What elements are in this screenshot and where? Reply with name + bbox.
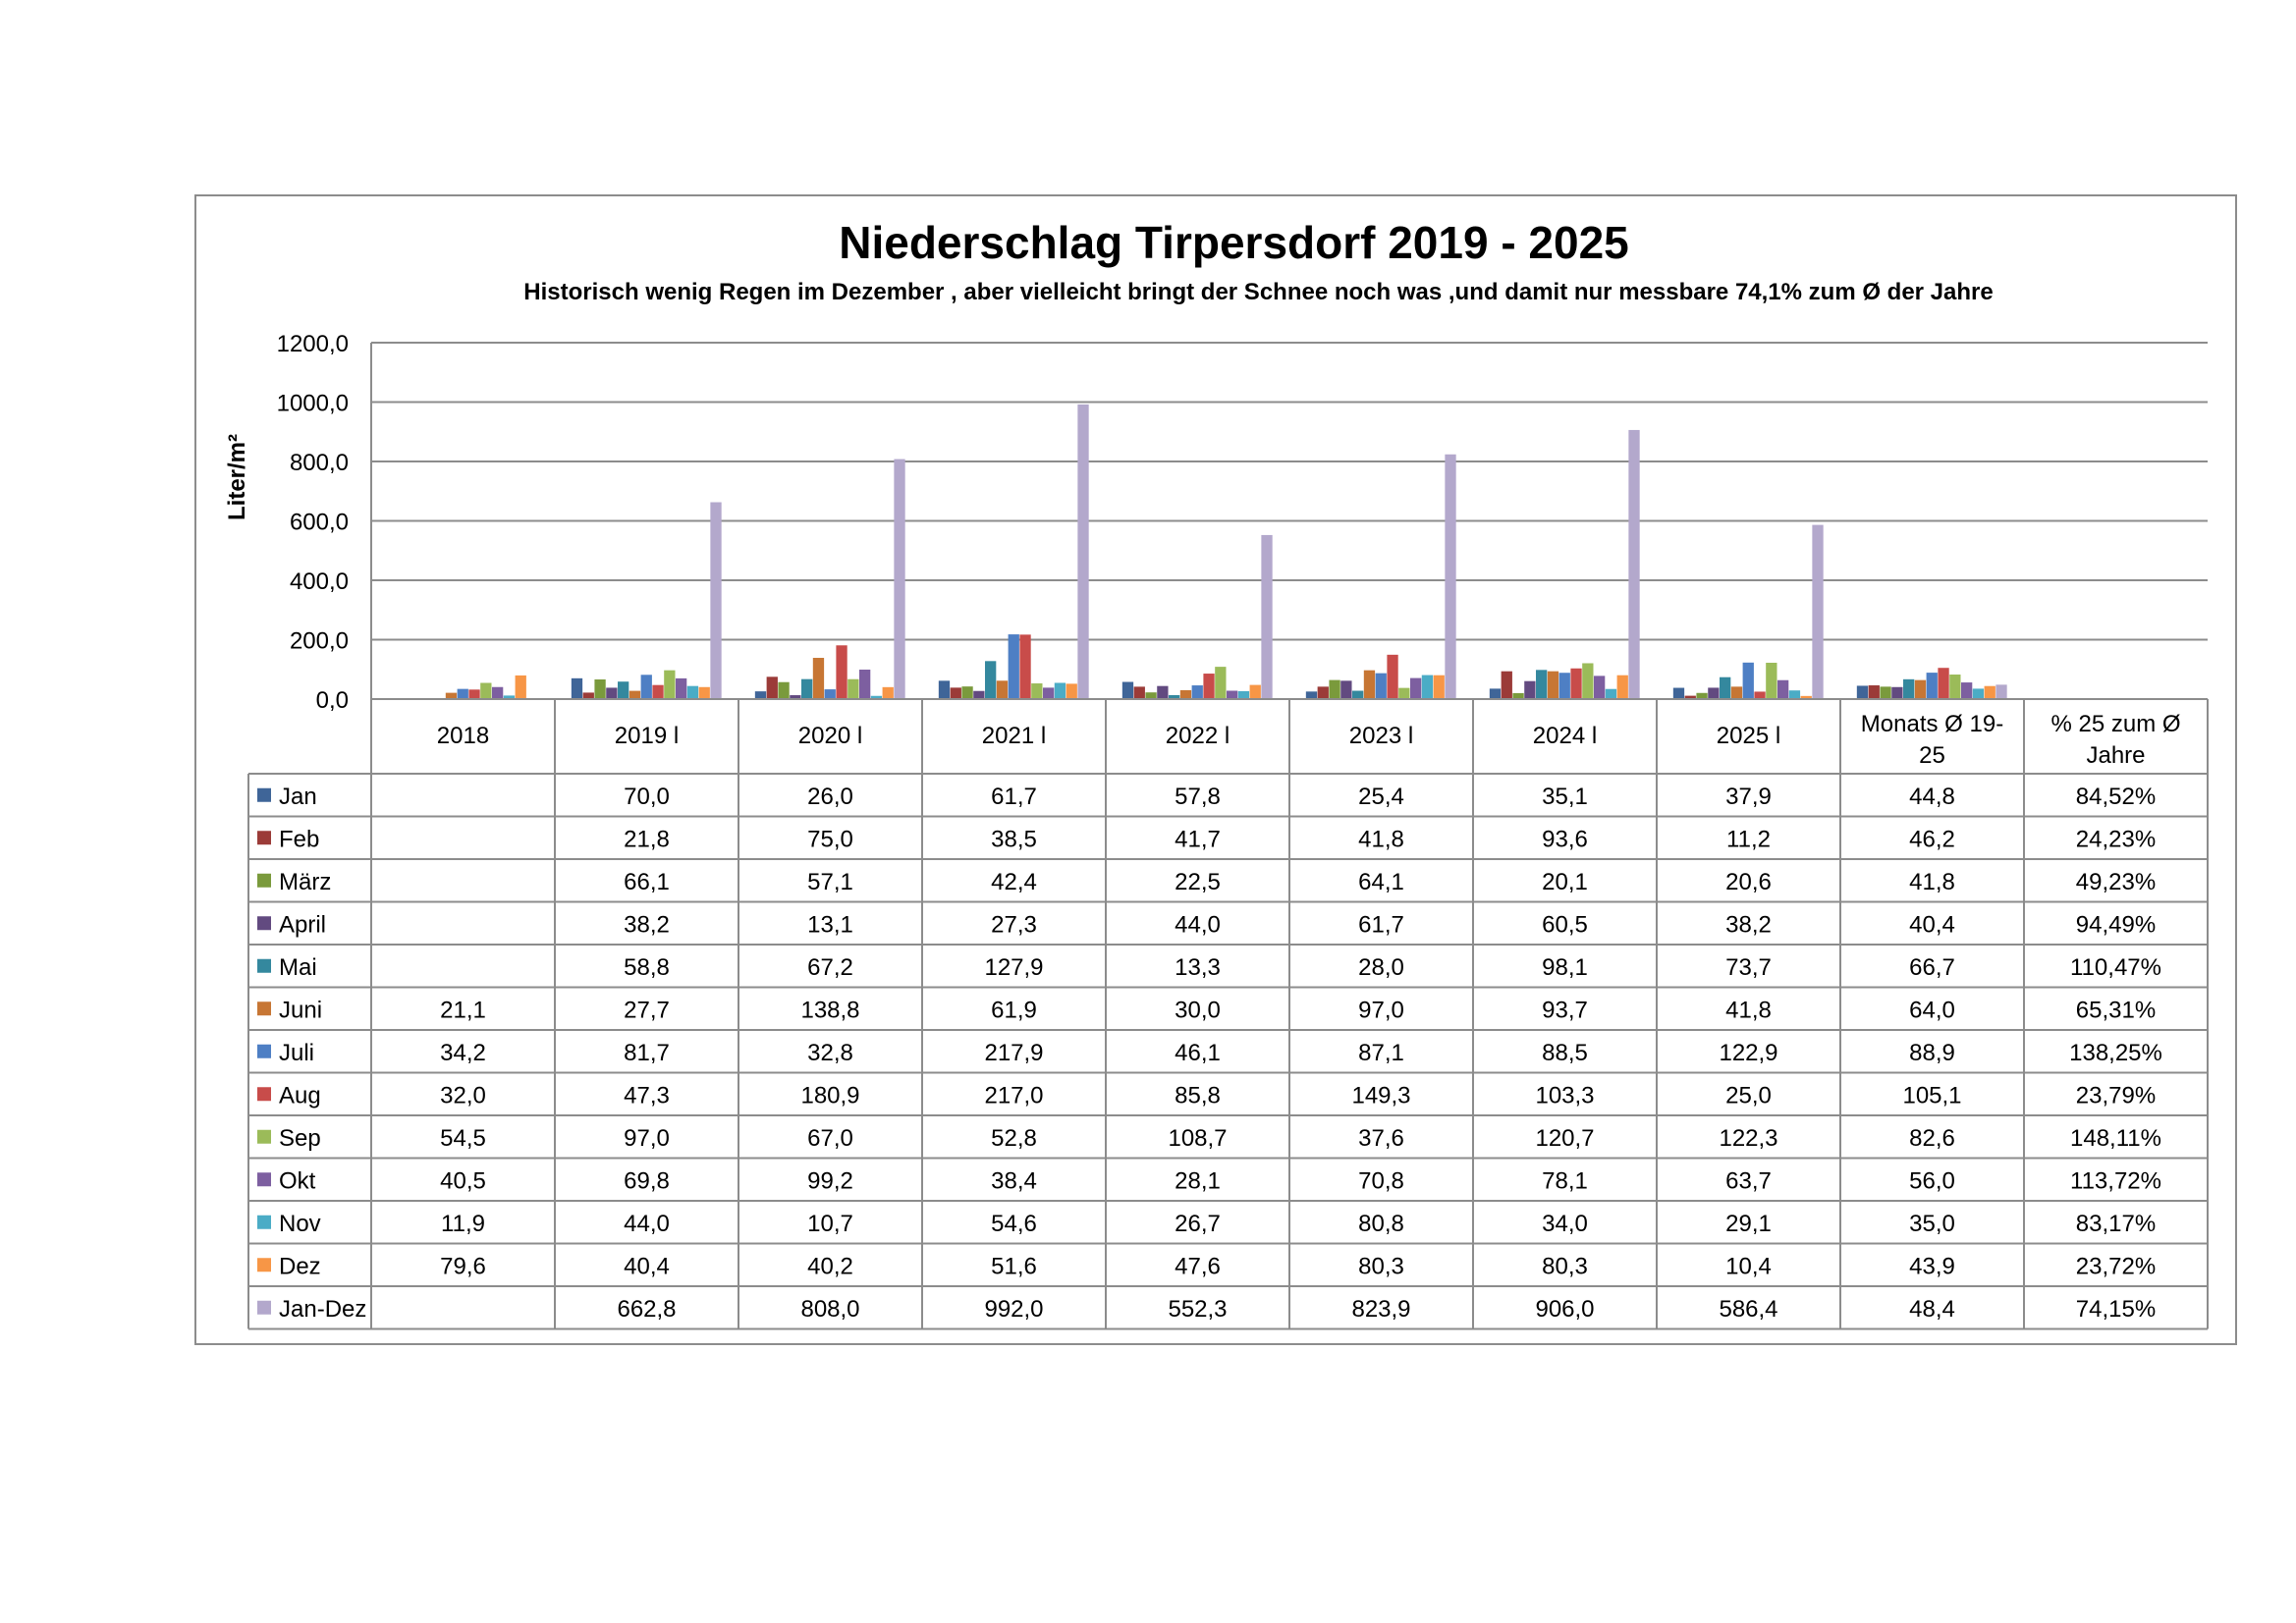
bar-jan-7 <box>1673 688 1684 699</box>
bar-mai-5 <box>1352 691 1363 699</box>
data-label: 27,3 <box>991 911 1037 939</box>
data-label: 74,15% <box>2075 1295 2157 1323</box>
data-label: 97,0 <box>624 1124 670 1152</box>
legend-swatch-aug <box>257 1087 271 1101</box>
data-label: 113,72% <box>2070 1167 2161 1195</box>
data-label: 180,9 <box>800 1082 860 1109</box>
bar-jan-dez-1 <box>710 503 721 700</box>
data-label: 54,5 <box>440 1124 486 1152</box>
bar-dez-0 <box>516 676 526 699</box>
bar-märz-2 <box>778 682 789 699</box>
bar-mai-1 <box>618 681 629 699</box>
data-label: 67,0 <box>807 1124 853 1152</box>
bar-okt-0 <box>492 687 503 699</box>
data-label: 79,6 <box>440 1253 486 1280</box>
bar-dez-6 <box>1617 676 1628 699</box>
x-tick-label: 2022 l <box>1165 723 1230 749</box>
data-label: 26,0 <box>807 783 853 810</box>
bar-okt-4 <box>1227 691 1237 700</box>
bar-sep-6 <box>1582 663 1593 699</box>
bar-juli-8 <box>1927 673 1938 699</box>
bar-mai-6 <box>1536 670 1547 699</box>
x-tick-label: Monats Ø 19- <box>1860 711 2004 737</box>
bar-juli-4 <box>1192 685 1203 699</box>
data-label: 10,4 <box>1725 1253 1772 1280</box>
bar-sep-5 <box>1398 688 1409 699</box>
data-label: 70,8 <box>1358 1167 1404 1195</box>
legend-swatch-nov <box>257 1216 271 1229</box>
data-label: 69,8 <box>624 1167 670 1195</box>
data-label: 73,7 <box>1725 953 1772 981</box>
bar-mai-8 <box>1903 679 1914 699</box>
data-label: 28,0 <box>1358 953 1404 981</box>
x-tick-label: Jahre <box>2086 742 2146 769</box>
bar-aug-0 <box>468 689 479 699</box>
data-label: 84,52% <box>2075 783 2157 810</box>
bar-juli-1 <box>641 675 652 699</box>
bar-juni-3 <box>997 680 1008 699</box>
data-label: 57,1 <box>807 868 853 895</box>
data-label: 35,0 <box>1909 1210 1955 1237</box>
bar-nov-6 <box>1606 689 1616 699</box>
data-label: 13,1 <box>807 911 853 939</box>
bar-dez-1 <box>699 687 710 699</box>
legend-label: Juli <box>279 1039 315 1066</box>
legend-swatch-sep <box>257 1130 271 1144</box>
bar-dez-3 <box>1066 683 1077 699</box>
bar-okt-7 <box>1777 680 1788 699</box>
data-label: 66,1 <box>624 868 670 895</box>
data-label: 64,1 <box>1358 868 1404 895</box>
legend-label: März <box>279 868 332 895</box>
bar-märz-1 <box>594 679 605 699</box>
data-label: 80,3 <box>1542 1253 1588 1280</box>
bar-juli-3 <box>1009 634 1019 699</box>
data-label: 38,4 <box>991 1167 1037 1195</box>
data-label: 25,4 <box>1358 783 1404 810</box>
data-label: 34,0 <box>1542 1210 1588 1237</box>
data-label: 120,7 <box>1535 1124 1595 1152</box>
bar-jan-4 <box>1122 682 1133 699</box>
bar-sep-8 <box>1949 675 1960 699</box>
data-label: 20,1 <box>1542 868 1588 895</box>
chart-subtitle: Historisch wenig Regen im Dezember , aber vielleicht bringt der Schnee noch was ,und damit nur messbare 74,1% zum Ø der Jahre <box>523 279 1994 305</box>
data-label: 48,4 <box>1909 1295 1955 1323</box>
y-tick-label: 400,0 <box>289 568 349 595</box>
bar-juli-2 <box>825 689 836 699</box>
bar-nov-4 <box>1238 691 1249 699</box>
bar-nov-3 <box>1055 682 1066 699</box>
data-label: 217,9 <box>984 1039 1044 1066</box>
bar-juli-5 <box>1376 674 1387 699</box>
data-label: 70,0 <box>624 783 670 810</box>
legend-swatch-april <box>257 916 271 930</box>
data-label: 149,3 <box>1351 1082 1411 1109</box>
x-tick-label: 2024 l <box>1532 723 1598 749</box>
bar-jan-dez-5 <box>1445 455 1455 699</box>
data-label: 61,7 <box>1358 911 1404 939</box>
data-label: 46,1 <box>1175 1039 1221 1066</box>
bar-mai-7 <box>1720 677 1730 699</box>
bar-jan-8 <box>1857 685 1868 699</box>
data-label: 82,6 <box>1909 1124 1955 1152</box>
data-label: 122,9 <box>1719 1039 1778 1066</box>
bar-märz-5 <box>1329 680 1339 699</box>
bar-feb-3 <box>951 687 961 699</box>
data-label: 60,5 <box>1542 911 1588 939</box>
bar-dez-5 <box>1434 676 1445 699</box>
bar-feb-5 <box>1318 686 1329 699</box>
bar-jan-dez-4 <box>1261 535 1272 699</box>
data-label: 97,0 <box>1358 997 1404 1024</box>
bar-aug-4 <box>1203 674 1214 699</box>
data-label: 34,2 <box>440 1039 486 1066</box>
data-label: 58,8 <box>624 953 670 981</box>
data-label: 88,5 <box>1542 1039 1588 1066</box>
bar-jan-6 <box>1490 688 1501 699</box>
data-label: 808,0 <box>800 1295 860 1323</box>
data-label: 47,6 <box>1175 1253 1221 1280</box>
legend-label: Feb <box>279 826 320 853</box>
legend-swatch-jan-dez <box>257 1301 271 1315</box>
x-tick-label: 2021 l <box>981 723 1047 749</box>
bar-märz-4 <box>1145 692 1156 699</box>
data-label: 823,9 <box>1351 1295 1411 1323</box>
bar-aug-7 <box>1754 691 1765 699</box>
bar-okt-1 <box>676 678 686 699</box>
data-label: 44,0 <box>1175 911 1221 939</box>
bar-jan-5 <box>1306 691 1317 699</box>
data-label: 47,3 <box>624 1082 670 1109</box>
bar-feb-4 <box>1134 686 1145 699</box>
legend-swatch-märz <box>257 874 271 888</box>
data-label: 65,31% <box>2075 997 2157 1024</box>
data-label: 25,0 <box>1725 1082 1772 1109</box>
bar-jan-dez-3 <box>1077 405 1088 699</box>
x-tick-label: 2023 l <box>1348 723 1414 749</box>
legend-swatch-mai <box>257 959 271 973</box>
legend-label: Sep <box>279 1124 321 1152</box>
data-label: 42,4 <box>991 868 1037 895</box>
bar-jan-dez-7 <box>1812 525 1823 699</box>
data-label: 75,0 <box>807 826 853 853</box>
data-label: 122,3 <box>1719 1124 1778 1152</box>
data-label: 38,2 <box>1725 911 1772 939</box>
data-label: 81,7 <box>624 1039 670 1066</box>
data-label: 11,2 <box>1726 826 1771 853</box>
bar-nov-1 <box>687 686 698 699</box>
data-label: 35,1 <box>1542 783 1588 810</box>
data-label: 88,9 <box>1909 1039 1955 1066</box>
data-label: 87,1 <box>1358 1039 1404 1066</box>
data-label: 85,8 <box>1175 1082 1221 1109</box>
y-tick-label: 600,0 <box>289 509 349 536</box>
bar-nov-5 <box>1422 676 1433 699</box>
bar-feb-2 <box>767 676 778 699</box>
legend-label: Juni <box>279 997 323 1024</box>
bar-juli-0 <box>458 689 468 699</box>
data-label: 44,8 <box>1909 783 1955 810</box>
data-label: 586,4 <box>1719 1295 1778 1323</box>
legend-label: Aug <box>279 1082 321 1109</box>
x-tick-label: 2018 <box>436 723 490 749</box>
data-label: 24,23% <box>2075 826 2157 853</box>
data-label: 51,6 <box>991 1253 1037 1280</box>
y-tick-label: 1200,0 <box>276 331 349 357</box>
data-label: 61,7 <box>991 783 1037 810</box>
legend-label: Dez <box>279 1253 321 1280</box>
data-label: 21,8 <box>624 826 670 853</box>
data-label: 44,0 <box>624 1210 670 1237</box>
bar-juni-5 <box>1364 671 1375 699</box>
data-label: 21,1 <box>440 997 486 1024</box>
y-axis-label: Liter/m² <box>224 433 250 520</box>
bar-dez-8 <box>1985 686 1995 699</box>
legend-swatch-okt <box>257 1172 271 1186</box>
data-label: 552,3 <box>1168 1295 1228 1323</box>
bar-jan-dez-2 <box>894 460 904 699</box>
data-label: 105,1 <box>1902 1082 1962 1109</box>
data-label: 40,5 <box>440 1167 486 1195</box>
data-label: 26,7 <box>1175 1210 1221 1237</box>
bar-okt-5 <box>1410 678 1421 699</box>
data-label: 57,8 <box>1175 783 1221 810</box>
data-label: 30,0 <box>1175 997 1221 1024</box>
bar-april-6 <box>1524 681 1535 699</box>
bar-jan-2 <box>755 691 766 699</box>
bar-juni-1 <box>629 691 640 699</box>
bar-aug-3 <box>1019 634 1030 699</box>
bar-juli-6 <box>1559 673 1570 699</box>
data-label: 38,5 <box>991 826 1037 853</box>
bar-nov-8 <box>1973 688 1984 699</box>
data-label: 217,0 <box>984 1082 1044 1109</box>
data-label: 46,2 <box>1909 826 1955 853</box>
data-label: 78,1 <box>1542 1167 1588 1195</box>
y-tick-label: 1000,0 <box>276 390 349 417</box>
bar-april-8 <box>1891 687 1902 699</box>
bar-märz-8 <box>1880 686 1890 699</box>
data-label: 99,2 <box>807 1167 853 1195</box>
data-label: 54,6 <box>991 1210 1037 1237</box>
bar-april-5 <box>1340 680 1351 699</box>
data-label: 40,2 <box>807 1253 853 1280</box>
data-label: 38,2 <box>624 911 670 939</box>
bar-aug-1 <box>652 685 663 699</box>
data-label: 37,6 <box>1358 1124 1404 1152</box>
data-label: 29,1 <box>1725 1210 1772 1237</box>
bar-april-1 <box>606 687 617 699</box>
y-tick-label: 200,0 <box>289 627 349 655</box>
data-label: 41,8 <box>1725 997 1772 1024</box>
x-tick-label: 25 <box>1919 742 1945 769</box>
data-label: 32,8 <box>807 1039 853 1066</box>
data-label: 83,17% <box>2075 1210 2157 1237</box>
bar-sep-7 <box>1766 663 1777 699</box>
data-label: 138,8 <box>800 997 860 1024</box>
bar-okt-2 <box>859 670 870 699</box>
data-label: 41,8 <box>1358 826 1404 853</box>
data-label: 94,49% <box>2075 911 2157 939</box>
data-label: 27,7 <box>624 997 670 1024</box>
data-label: 11,9 <box>441 1210 485 1237</box>
bar-juni-7 <box>1731 686 1742 699</box>
data-label: 80,3 <box>1358 1253 1404 1280</box>
data-label: 110,47% <box>2070 953 2161 981</box>
bar-jan-1 <box>572 678 582 699</box>
data-label: 98,1 <box>1542 953 1588 981</box>
data-label: 906,0 <box>1535 1295 1595 1323</box>
bar-dez-2 <box>883 687 894 699</box>
data-label: 20,6 <box>1725 868 1772 895</box>
data-label: 127,9 <box>984 953 1044 981</box>
bar-april-4 <box>1157 686 1168 699</box>
data-label: 49,23% <box>2075 868 2157 895</box>
data-label: 41,8 <box>1909 868 1955 895</box>
bar-sep-3 <box>1031 683 1042 699</box>
bar-feb-6 <box>1502 672 1512 699</box>
data-label: 56,0 <box>1909 1167 1955 1195</box>
data-label: 52,8 <box>991 1124 1037 1152</box>
data-label: 80,8 <box>1358 1210 1404 1237</box>
data-label: 103,3 <box>1535 1082 1595 1109</box>
data-label: 93,7 <box>1542 997 1588 1024</box>
data-label: 61,9 <box>991 997 1037 1024</box>
bar-juni-6 <box>1548 672 1558 699</box>
bar-dez-4 <box>1250 685 1261 699</box>
bar-okt-8 <box>1961 682 1972 699</box>
data-label: 32,0 <box>440 1082 486 1109</box>
data-label: 40,4 <box>624 1253 670 1280</box>
bar-mai-3 <box>985 661 996 699</box>
data-label: 43,9 <box>1909 1253 1955 1280</box>
y-tick-label: 0,0 <box>315 687 349 714</box>
data-label: 23,72% <box>2075 1253 2157 1280</box>
data-label: 93,6 <box>1542 826 1588 853</box>
legend-swatch-juni <box>257 1001 271 1015</box>
bar-sep-0 <box>480 683 491 699</box>
data-label: 992,0 <box>984 1295 1044 1323</box>
data-label: 66,7 <box>1909 953 1955 981</box>
bar-aug-5 <box>1387 655 1397 699</box>
bar-okt-3 <box>1043 687 1054 699</box>
bar-mai-2 <box>801 679 812 699</box>
data-label: 148,11% <box>2070 1124 2161 1152</box>
data-label: 37,9 <box>1725 783 1772 810</box>
legend-swatch-juli <box>257 1045 271 1058</box>
data-label: 67,2 <box>807 953 853 981</box>
bar-juni-8 <box>1915 680 1926 699</box>
bar-jan-dez-6 <box>1628 430 1639 699</box>
y-tick-label: 800,0 <box>289 450 349 476</box>
bar-aug-6 <box>1570 669 1581 699</box>
bar-aug-2 <box>836 645 847 699</box>
x-tick-label: % 25 zum Ø <box>2050 711 2181 737</box>
bar-april-3 <box>973 691 984 699</box>
chart-title: Niederschlag Tirpersdorf 2019 - 2025 <box>839 217 1629 268</box>
bar-juli-7 <box>1743 663 1754 699</box>
bar-jan-3 <box>939 680 950 699</box>
data-label: 63,7 <box>1725 1167 1772 1195</box>
bar-feb-8 <box>1869 685 1880 699</box>
legend-swatch-jan <box>257 788 271 802</box>
data-label: 40,4 <box>1909 911 1955 939</box>
data-label: 23,79% <box>2075 1082 2157 1109</box>
bar-aug-8 <box>1938 668 1948 699</box>
bar-juni-4 <box>1180 690 1191 699</box>
legend-swatch-dez <box>257 1258 271 1271</box>
bar-sep-2 <box>847 679 858 699</box>
legend-label: Jan <box>279 783 317 810</box>
bar-sep-1 <box>664 671 675 699</box>
bar-jan-dez-8 <box>1995 684 2006 699</box>
data-label: 10,7 <box>807 1210 853 1237</box>
x-tick-label: 2019 l <box>614 723 680 749</box>
legend-label: Nov <box>279 1210 321 1237</box>
x-tick-label: 2025 l <box>1716 723 1781 749</box>
x-tick-label: 2020 l <box>797 723 863 749</box>
bar-juni-2 <box>813 658 824 699</box>
bar-märz-3 <box>961 686 972 699</box>
data-label: 138,25% <box>2069 1039 2162 1066</box>
data-label: 108,7 <box>1168 1124 1228 1152</box>
data-label: 662,8 <box>617 1295 677 1323</box>
legend-label: Okt <box>279 1167 316 1195</box>
bar-sep-4 <box>1215 667 1226 699</box>
bar-nov-7 <box>1789 690 1800 699</box>
legend-swatch-feb <box>257 831 271 844</box>
data-label: 13,3 <box>1175 953 1221 981</box>
data-label: 64,0 <box>1909 997 1955 1024</box>
legend-label: April <box>279 911 327 939</box>
bar-okt-6 <box>1594 676 1605 699</box>
data-label: 28,1 <box>1175 1167 1221 1195</box>
legend-label: Jan-Dez <box>279 1295 367 1323</box>
bar-april-7 <box>1708 687 1719 699</box>
data-label: 22,5 <box>1175 868 1221 895</box>
legend-label: Mai <box>279 953 317 981</box>
data-label: 41,7 <box>1175 826 1221 853</box>
